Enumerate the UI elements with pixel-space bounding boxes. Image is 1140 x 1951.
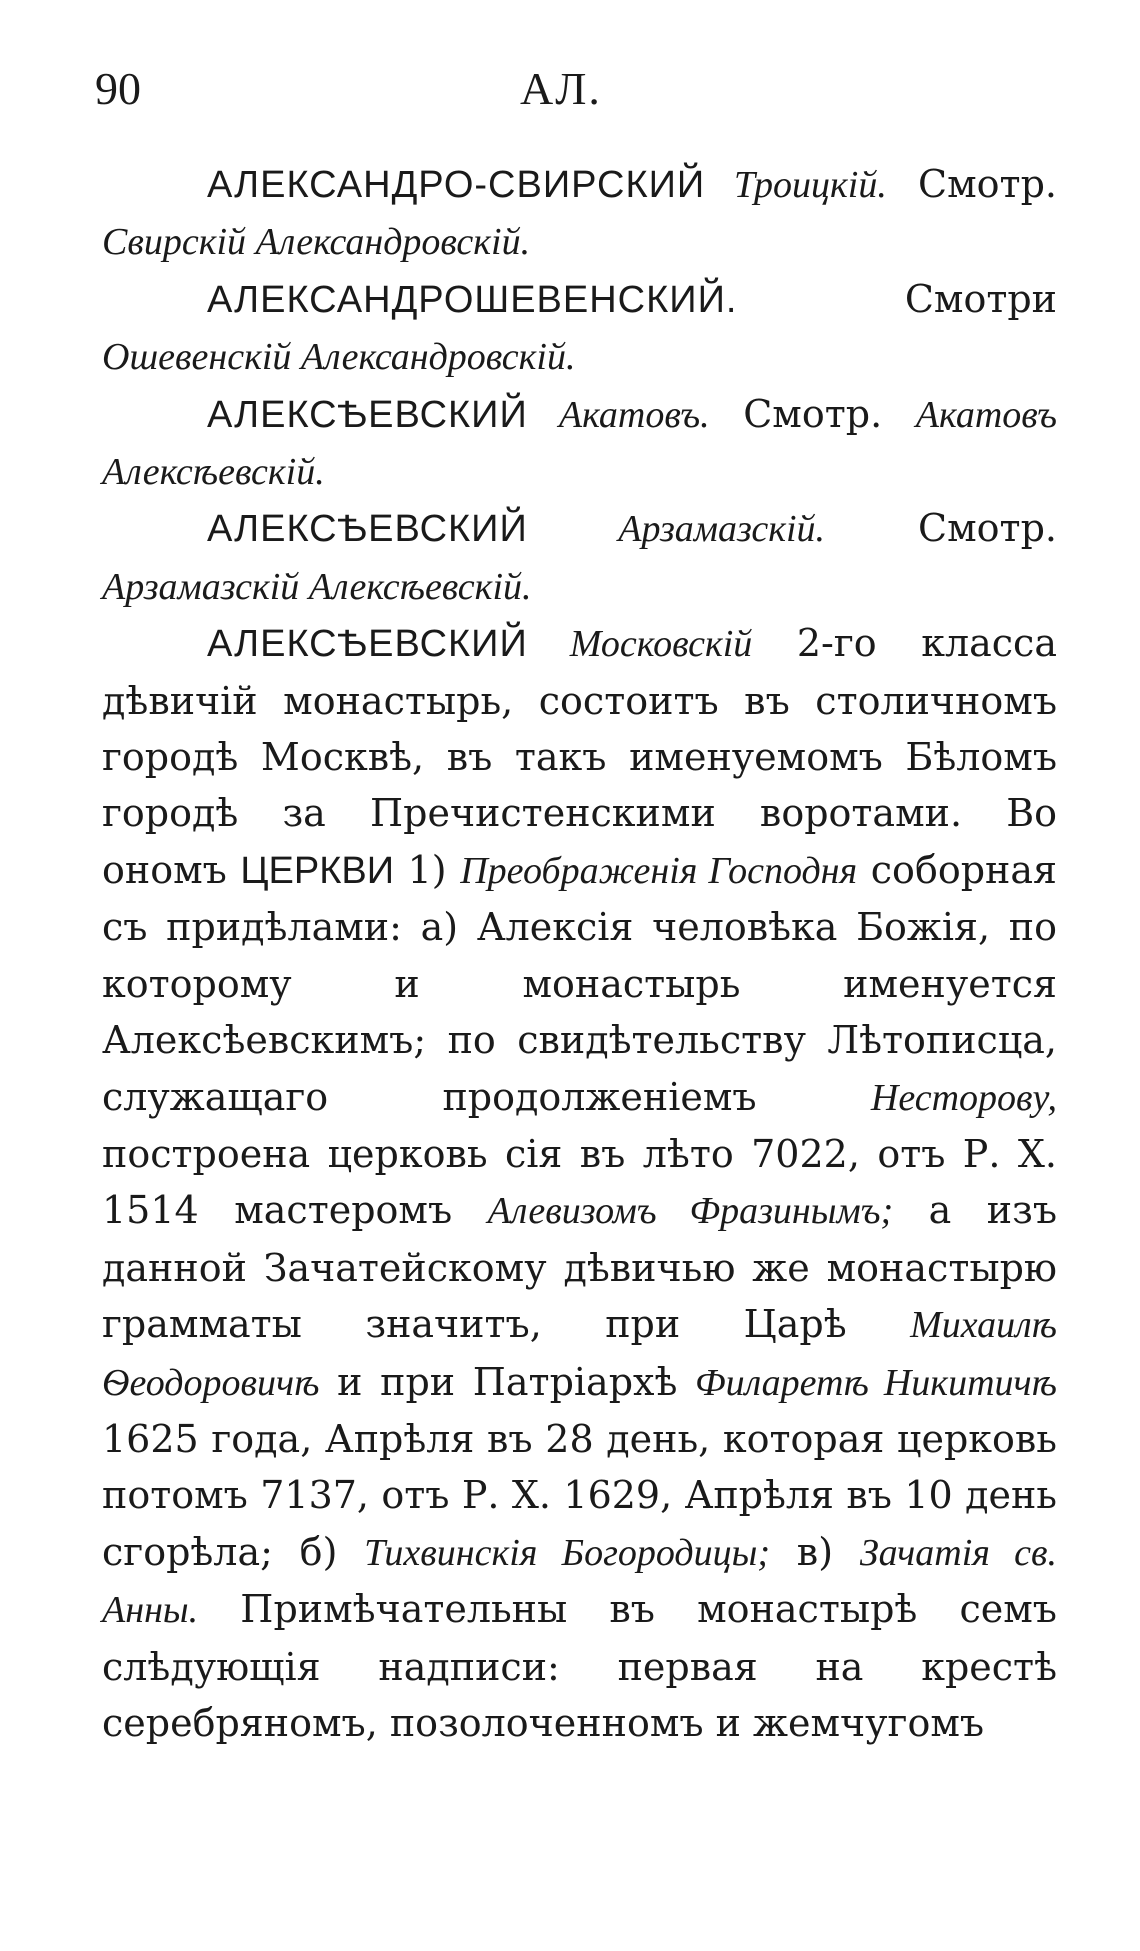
entry-qualifier: Троицкій. <box>705 164 887 206</box>
entry-text: 1) <box>394 847 461 892</box>
running-head: АЛ. <box>520 63 602 114</box>
churches-label: ЦЕРКВИ <box>240 849 395 892</box>
architect-name: Алевизомъ Фразинымъ; <box>487 1190 894 1233</box>
entry-alekseevskiy-moskovskiy <box>102 615 1057 1751</box>
entry-alekseevskiy-arzamasskiy <box>102 500 1057 615</box>
church-name: Тихвинскія Богородицы; <box>364 1531 771 1574</box>
entry-text: в) <box>770 1529 860 1574</box>
patriarch-name: Филаретѣ Никитичѣ <box>695 1361 1057 1404</box>
entry-see-label: Смотри <box>737 276 1057 321</box>
entry-qualifier: Арзамазскій. <box>527 508 826 551</box>
entry-cross-reference: Арзамазскій Алексѣевскій. <box>102 565 532 608</box>
entry-text: 2-го класса дѣвичій монастырь, состоитъ въ столичномъ городѣ Москвѣ, въ такъ именуемомъ Бѣломъ городѣ за Пречистенскими воротами. Во ономъ <box>102 621 1057 892</box>
entry-see-label: Смотр. <box>886 162 1057 206</box>
tsar-name: Михаилѣ Ѳеодоровичѣ <box>102 1304 1057 1404</box>
entry-see-label: Смотр. <box>825 506 1057 551</box>
entry-text: 1625 года, Апрѣля въ 28 день, которая церковь потомъ 7137, отъ Р. Х. 1629, Апрѣля въ 10 день сгорѣла; б) <box>102 1416 1057 1574</box>
entry-headword: АЛЕКСѢЕВСКИЙ <box>207 623 528 666</box>
entry-text: построена церковь сія въ лѣто 7022, отъ Р. Х. 1514 мастеромъ <box>102 1131 1057 1233</box>
page-number: 90 <box>95 63 141 114</box>
entry-cross-reference: Свирскій Александровскій. <box>102 221 531 264</box>
entry-alekseevskiy-akatov <box>102 386 1057 501</box>
entry-headword: АЛЕКСѢЕВСКИЙ <box>207 393 528 436</box>
church-name: Преображенія Господня <box>460 849 858 892</box>
chronicle-name: Несторову, <box>870 1076 1057 1119</box>
entry-cross-reference: Акатовъ Алексѣевскій. <box>102 393 1057 494</box>
entry-text: Примѣчательны въ монастырѣ семъ слѣдующія надписи: первая на крестѣ серебряномъ, позолоченномъ и жемчугомъ <box>102 1587 1057 1745</box>
entry-headword: АЛЕКСАНДРОШЕВЕНСКИЙ. <box>207 278 738 321</box>
entry-aleksandro-svirskiy <box>102 156 1057 271</box>
entry-qualifier: Акатовъ. <box>527 393 710 436</box>
entry-text: и при Патріархѣ <box>319 1359 696 1404</box>
entry-headword: АЛЕКСАНДРО-СВИРСКИЙ <box>207 164 706 206</box>
page-header <box>0 62 1140 132</box>
entry-cross-reference: Ошевенскій Александровскій. <box>102 336 576 379</box>
entry-text: а изъ данной Зачатейскому дѣвичью же монастырю грамматы значитъ, при Царѣ <box>102 1188 1058 1347</box>
dictionary-text <box>102 156 1057 1751</box>
entry-see-label: Смотр. <box>709 391 916 436</box>
entry-aleksandroshevenskiy <box>102 271 1057 386</box>
church-name: Зачатія св. Анны. <box>102 1531 1057 1632</box>
entry-text: соборная съ придѣлами: а) Алексія человѣка Божія, по которому и монастырь именуется Алексѣевскимъ; по свидѣтельству Лѣтописца, служащаго продолженіемъ <box>102 847 1057 1119</box>
entry-headword: АЛЕКСѢЕВСКИЙ <box>207 508 528 551</box>
entry-qualifier: Московскій <box>527 623 753 666</box>
